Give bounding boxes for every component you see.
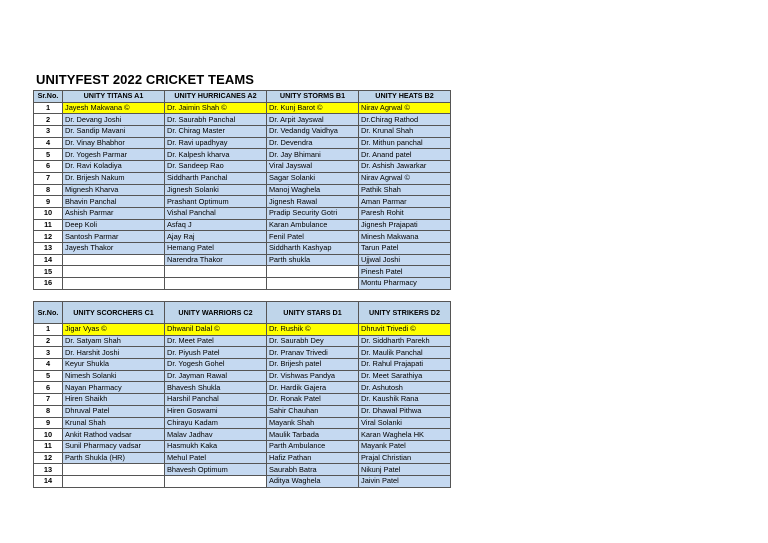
player-cell: Dr. Meet Sarathiya xyxy=(359,370,451,382)
player-cell: Dr. Satyam Shah xyxy=(63,335,165,347)
player-cell: Dr. Maulik Panchal xyxy=(359,347,451,359)
table-row xyxy=(34,464,451,476)
player-cell: Keyur Shukla xyxy=(63,359,165,371)
sr-no-cell: 2 xyxy=(34,114,63,126)
player-cell: Hafiz Pathan xyxy=(267,452,359,464)
table-row xyxy=(34,440,451,452)
sr-no-cell: 5 xyxy=(34,370,63,382)
player-cell: Ankit Rathod vadsar xyxy=(63,429,165,441)
sr-no-cell: 10 xyxy=(34,429,63,441)
table-row xyxy=(34,184,451,196)
table-row xyxy=(34,266,451,278)
player-cell: Dhruvit Trivedi © xyxy=(359,324,451,336)
sr-no-cell: 11 xyxy=(34,440,63,452)
player-cell: Nikunj Patel xyxy=(359,464,451,476)
table-row xyxy=(34,172,451,184)
empty-cell xyxy=(63,278,165,290)
player-cell: Vishal Panchal xyxy=(165,207,267,219)
player-cell: Siddharth Kashyap xyxy=(267,242,359,254)
player-cell: Dr. Jayman Rawal xyxy=(165,370,267,382)
player-cell: Bhavesh Optimum xyxy=(165,464,267,476)
sr-no-cell: 7 xyxy=(34,172,63,184)
player-cell: Parth shukla xyxy=(267,254,359,266)
sr-no-cell: 14 xyxy=(34,254,63,266)
player-cell: Mayank Shah xyxy=(267,417,359,429)
table-row xyxy=(34,254,451,266)
table-row xyxy=(34,137,451,149)
player-cell: Montu Pharmacy xyxy=(359,278,451,290)
sr-no-cell: 2 xyxy=(34,335,63,347)
player-cell: Pradip Security Gotri xyxy=(267,207,359,219)
player-cell: Dr. Ravi Koladiya xyxy=(63,161,165,173)
sr-no-cell: 13 xyxy=(34,464,63,476)
captain-row xyxy=(34,102,451,114)
player-cell: Dr. Kaushik Rana xyxy=(359,394,451,406)
player-cell: Dr. Sandip Mavani xyxy=(63,126,165,138)
player-cell: Dhruval Patel xyxy=(63,405,165,417)
player-cell: Narendra Thakor xyxy=(165,254,267,266)
player-cell: Dr. Kalpesh kharva xyxy=(165,149,267,161)
player-cell: Dhwanil Dalal © xyxy=(165,324,267,336)
player-cell: Fenil Patel xyxy=(267,231,359,243)
player-cell: Chirayu Kadam xyxy=(165,417,267,429)
player-cell: Dr. Kunj Barot © xyxy=(267,102,359,114)
table-row xyxy=(34,405,451,417)
table-row xyxy=(34,382,451,394)
player-cell: Dr. Arpit Jayswal xyxy=(267,114,359,126)
player-cell: Nayan Pharmacy xyxy=(63,382,165,394)
table-row xyxy=(34,335,451,347)
table-row xyxy=(34,429,451,441)
player-cell: Jaivin Patel xyxy=(359,475,451,487)
player-cell: Ujjwal Joshi xyxy=(359,254,451,266)
team-header: UNITY STARS D1 xyxy=(267,302,359,324)
player-cell: Dr. Vishwas Pandya xyxy=(267,370,359,382)
empty-cell xyxy=(165,266,267,278)
player-cell: Dr. Sandeep Rao xyxy=(165,161,267,173)
player-cell: Dr. Saurabh Panchal xyxy=(165,114,267,126)
player-cell: Saurabh Batra xyxy=(267,464,359,476)
player-cell: Dr. Brijesh patel xyxy=(267,359,359,371)
player-cell: Tarun Patel xyxy=(359,242,451,254)
player-cell: Dr. Chirag Master xyxy=(165,126,267,138)
player-cell: Prajal Christian xyxy=(359,452,451,464)
player-cell: Dr. Rahul Prajapati xyxy=(359,359,451,371)
player-cell: Dr. Vedandg Vaidhya xyxy=(267,126,359,138)
player-cell: Dr. Yogesh Parmar xyxy=(63,149,165,161)
player-cell: Nimesh Solanki xyxy=(63,370,165,382)
player-cell: Karan Waghela HK xyxy=(359,429,451,441)
player-cell: Dr.Chirag Rathod xyxy=(359,114,451,126)
table-row xyxy=(34,161,451,173)
team-header: UNITY STRIKERS D2 xyxy=(359,302,451,324)
player-cell: Dr. Devendra xyxy=(267,137,359,149)
player-cell: Bhavin Panchal xyxy=(63,196,165,208)
player-cell: Dr. Dhawal Pithwa xyxy=(359,405,451,417)
table-row xyxy=(34,196,451,208)
player-cell: Viral Solanki xyxy=(359,417,451,429)
table-row xyxy=(34,231,451,243)
player-cell: Dr. Pranav Trivedi xyxy=(267,347,359,359)
player-cell: Sahir Chauhan xyxy=(267,405,359,417)
player-cell: Asfaq J xyxy=(165,219,267,231)
player-cell: Jignesh Prajapati xyxy=(359,219,451,231)
player-cell: Dr. Brijesh Nakum xyxy=(63,172,165,184)
player-cell: Bhavesh Shukla xyxy=(165,382,267,394)
sr-no-cell: 1 xyxy=(34,324,63,336)
player-cell: Dr. Devang Joshi xyxy=(63,114,165,126)
player-cell: Manoj Waghela xyxy=(267,184,359,196)
sr-no-cell: 6 xyxy=(34,161,63,173)
sr-no-cell: 13 xyxy=(34,242,63,254)
table-header-row xyxy=(34,91,451,103)
teams-table-1 xyxy=(33,90,451,290)
table-row xyxy=(34,359,451,371)
sr-no-cell: 4 xyxy=(34,359,63,371)
empty-cell xyxy=(165,475,267,487)
player-cell: Mehul Patel xyxy=(165,452,267,464)
player-cell: Deep Koli xyxy=(63,219,165,231)
player-cell: Prashant Optimum xyxy=(165,196,267,208)
empty-cell xyxy=(63,266,165,278)
player-cell: Aditya Waghela xyxy=(267,475,359,487)
team-header: UNITY SCORCHERS C1 xyxy=(63,302,165,324)
team-header: UNITY WARRIORS C2 xyxy=(165,302,267,324)
player-cell: Harshil Panchal xyxy=(165,394,267,406)
empty-cell xyxy=(267,266,359,278)
empty-cell xyxy=(267,278,359,290)
captain-row xyxy=(34,324,451,336)
player-cell: Sagar Solanki xyxy=(267,172,359,184)
player-cell: Aman Parmar xyxy=(359,196,451,208)
player-cell: Santosh Parmar xyxy=(63,231,165,243)
table-row xyxy=(34,278,451,290)
sr-no-cell: 4 xyxy=(34,137,63,149)
empty-cell xyxy=(63,254,165,266)
player-cell: Dr. Anand patel xyxy=(359,149,451,161)
empty-cell xyxy=(165,278,267,290)
player-cell: Viral Jayswal xyxy=(267,161,359,173)
sr-no-cell: 12 xyxy=(34,452,63,464)
sr-no-cell: 8 xyxy=(34,405,63,417)
player-cell: Dr. Ashutosh xyxy=(359,382,451,394)
team-header: UNITY HEATS B2 xyxy=(359,91,451,103)
player-cell: Ashish Parmar xyxy=(63,207,165,219)
table-row xyxy=(34,126,451,138)
table-row xyxy=(34,475,451,487)
player-cell: Minesh Makwana xyxy=(359,231,451,243)
sr-no-cell: 9 xyxy=(34,417,63,429)
sr-no-cell: 6 xyxy=(34,382,63,394)
player-cell: Jignesh Rawal xyxy=(267,196,359,208)
table-row xyxy=(34,347,451,359)
page-title: UNITYFEST 2022 CRICKET TEAMS xyxy=(36,72,255,87)
sr-no-cell: 16 xyxy=(34,278,63,290)
sr-no-cell: 9 xyxy=(34,196,63,208)
player-cell: Sunil Pharmacy vadsar xyxy=(63,440,165,452)
sr-no-cell: 10 xyxy=(34,207,63,219)
sr-no-header: Sr.No. xyxy=(34,91,63,103)
player-cell: Mignesh Kharva xyxy=(63,184,165,196)
player-cell: Krunal Shah xyxy=(63,417,165,429)
player-cell: Dr. Yogesh Gohel xyxy=(165,359,267,371)
player-cell: Dr. Jaimin Shah © xyxy=(165,102,267,114)
sr-no-cell: 1 xyxy=(34,102,63,114)
player-cell: Hemang Patel xyxy=(165,242,267,254)
sr-no-cell: 5 xyxy=(34,149,63,161)
player-cell: Dr. Vinay Bhabhor xyxy=(63,137,165,149)
sr-no-cell: 7 xyxy=(34,394,63,406)
empty-cell xyxy=(63,475,165,487)
player-cell: Parth Ambulance xyxy=(267,440,359,452)
player-cell: Dr. Saurabh Dey xyxy=(267,335,359,347)
sr-no-cell: 14 xyxy=(34,475,63,487)
player-cell: Siddharth Panchal xyxy=(165,172,267,184)
player-cell: Dr. Piyush Patel xyxy=(165,347,267,359)
player-cell: Malav Jadhav xyxy=(165,429,267,441)
player-cell: Ajay Raj xyxy=(165,231,267,243)
sr-no-header: Sr.No. xyxy=(34,302,63,324)
table-row xyxy=(34,242,451,254)
player-cell: Dr. Siddharth Parekh xyxy=(359,335,451,347)
player-cell: Mayank Patel xyxy=(359,440,451,452)
player-cell: Pathik Shah xyxy=(359,184,451,196)
player-cell: Dr. Mithun panchal xyxy=(359,137,451,149)
player-cell: Maulik Tarbada xyxy=(267,429,359,441)
player-cell: Paresh Rohit xyxy=(359,207,451,219)
player-cell: Dr. Harshit Joshi xyxy=(63,347,165,359)
sr-no-cell: 3 xyxy=(34,126,63,138)
player-cell: Jignesh Solanki xyxy=(165,184,267,196)
player-cell: Jayesh Makwana © xyxy=(63,102,165,114)
table-row xyxy=(34,114,451,126)
empty-cell xyxy=(63,464,165,476)
sr-no-cell: 12 xyxy=(34,231,63,243)
table-row xyxy=(34,219,451,231)
teams-table-2 xyxy=(33,301,451,488)
table-row xyxy=(34,149,451,161)
team-header: UNITY STORMS B1 xyxy=(267,91,359,103)
player-cell: Hasmukh Kaka xyxy=(165,440,267,452)
sr-no-cell: 11 xyxy=(34,219,63,231)
table-row xyxy=(34,394,451,406)
table-row xyxy=(34,370,451,382)
table-row xyxy=(34,417,451,429)
player-cell: Pinesh Patel xyxy=(359,266,451,278)
player-cell: Nirav Agrwal © xyxy=(359,102,451,114)
player-cell: Dr. Hardik Gajera xyxy=(267,382,359,394)
table-row xyxy=(34,207,451,219)
player-cell: Parth Shukla (HR) xyxy=(63,452,165,464)
table-row xyxy=(34,452,451,464)
player-cell: Dr. Ronak Patel xyxy=(267,394,359,406)
player-cell: Dr. Jay Bhimani xyxy=(267,149,359,161)
player-cell: Nirav Agrwal © xyxy=(359,172,451,184)
team-header: UNITY TITANS A1 xyxy=(63,91,165,103)
player-cell: Hiren Shaikh xyxy=(63,394,165,406)
sr-no-cell: 15 xyxy=(34,266,63,278)
player-cell: Dr. Ravi upadhyay xyxy=(165,137,267,149)
table-header-row xyxy=(34,302,451,324)
player-cell: Jayesh Thakor xyxy=(63,242,165,254)
player-cell: Dr. Krunal Shah xyxy=(359,126,451,138)
sr-no-cell: 8 xyxy=(34,184,63,196)
team-header: UNITY HURRICANES A2 xyxy=(165,91,267,103)
player-cell: Dr. Rushik © xyxy=(267,324,359,336)
player-cell: Jigar Vyas © xyxy=(63,324,165,336)
player-cell: Karan Ambulance xyxy=(267,219,359,231)
sr-no-cell: 3 xyxy=(34,347,63,359)
player-cell: Hiren Goswami xyxy=(165,405,267,417)
player-cell: Dr. Meet Patel xyxy=(165,335,267,347)
player-cell: Dr. Ashish Jawarkar xyxy=(359,161,451,173)
